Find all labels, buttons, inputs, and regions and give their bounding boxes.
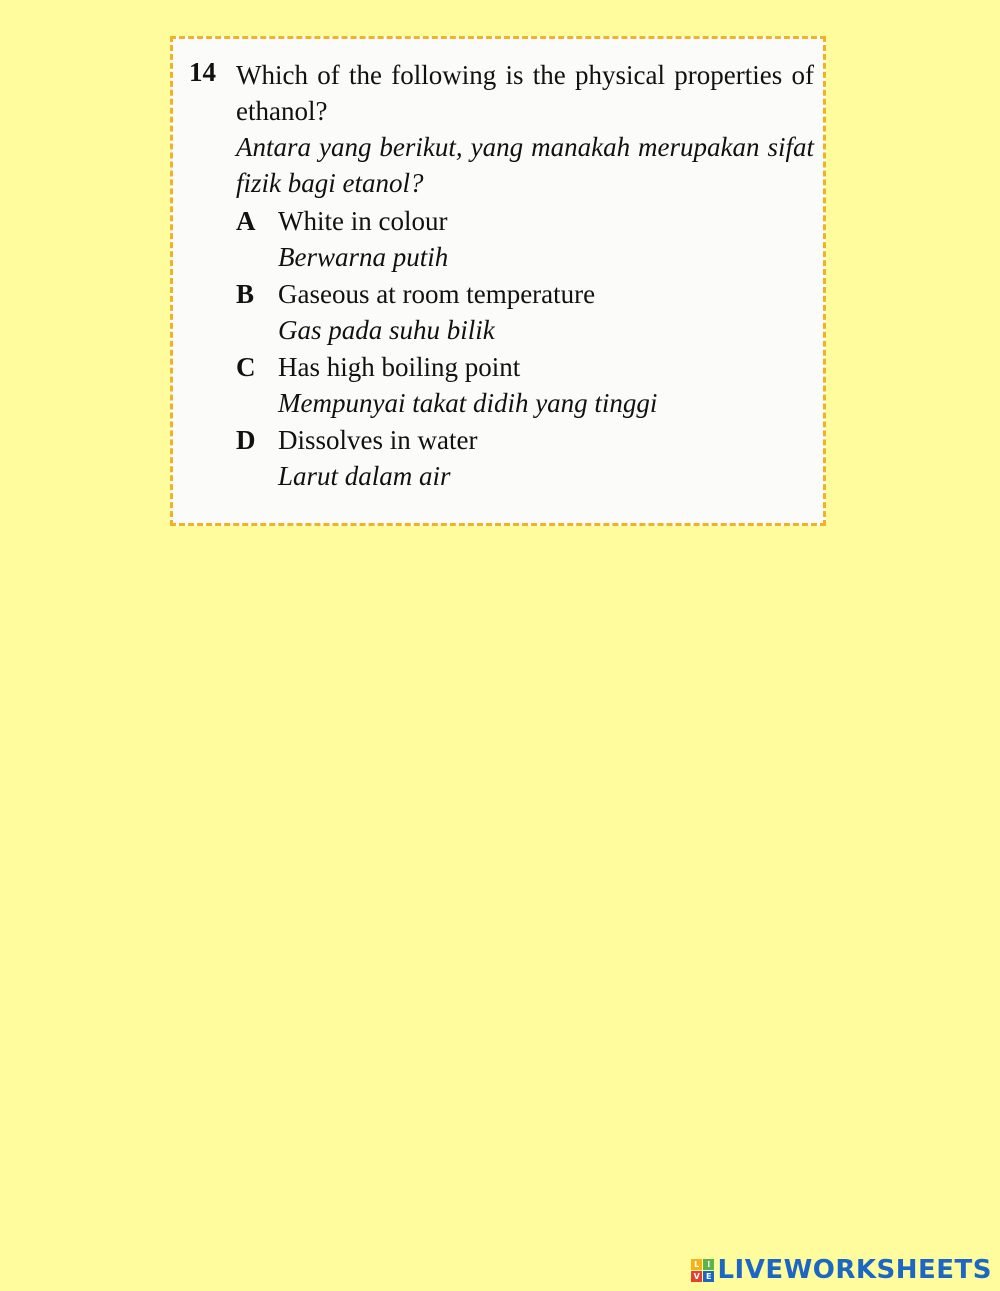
- question-stem-malay: Antara yang berikut, yang manakah merupakan sifat fizik bagi etanol?: [236, 132, 814, 198]
- question-card: [170, 36, 826, 526]
- logo-tile: I: [703, 1259, 714, 1270]
- liveworksheets-logo-icon: [691, 1259, 714, 1282]
- option-text-english: Has high boiling point: [278, 352, 521, 382]
- brand-name: LIVEWORKSHEETS: [717, 1255, 992, 1285]
- answer-options: [236, 203, 814, 495]
- option-text-english: Dissolves in water: [278, 425, 478, 455]
- option-text: [278, 349, 657, 421]
- option-text-malay: Berwarna putih: [278, 242, 449, 272]
- liveworksheets-brand[interactable]: [691, 1255, 992, 1285]
- option-letter: A: [236, 206, 256, 236]
- option-letter: B: [236, 279, 255, 309]
- option-text: [278, 203, 448, 275]
- option-text-english: Gaseous at room temperature: [278, 279, 596, 309]
- question-stem: [236, 57, 814, 201]
- option-letter: C: [236, 352, 256, 382]
- logo-tile: E: [703, 1271, 714, 1282]
- option-text-malay: Mempunyai takat didih yang tinggi: [278, 388, 658, 418]
- question-stem-english: Which of the following is the physical properties of ethanol?: [236, 60, 814, 126]
- option-a[interactable]: [236, 203, 814, 276]
- option-text: [278, 422, 477, 494]
- option-d[interactable]: [236, 422, 814, 495]
- logo-tile: V: [691, 1271, 702, 1282]
- option-b[interactable]: [236, 276, 814, 349]
- option-letter: D: [236, 425, 256, 455]
- option-text-malay: Gas pada suhu bilik: [278, 315, 495, 345]
- option-text-malay: Larut dalam air: [278, 461, 451, 491]
- option-c[interactable]: [236, 349, 814, 422]
- option-text: [278, 276, 595, 348]
- option-text-english: White in colour: [278, 206, 448, 236]
- logo-tile: L: [691, 1259, 702, 1270]
- question-number: 14: [189, 57, 216, 87]
